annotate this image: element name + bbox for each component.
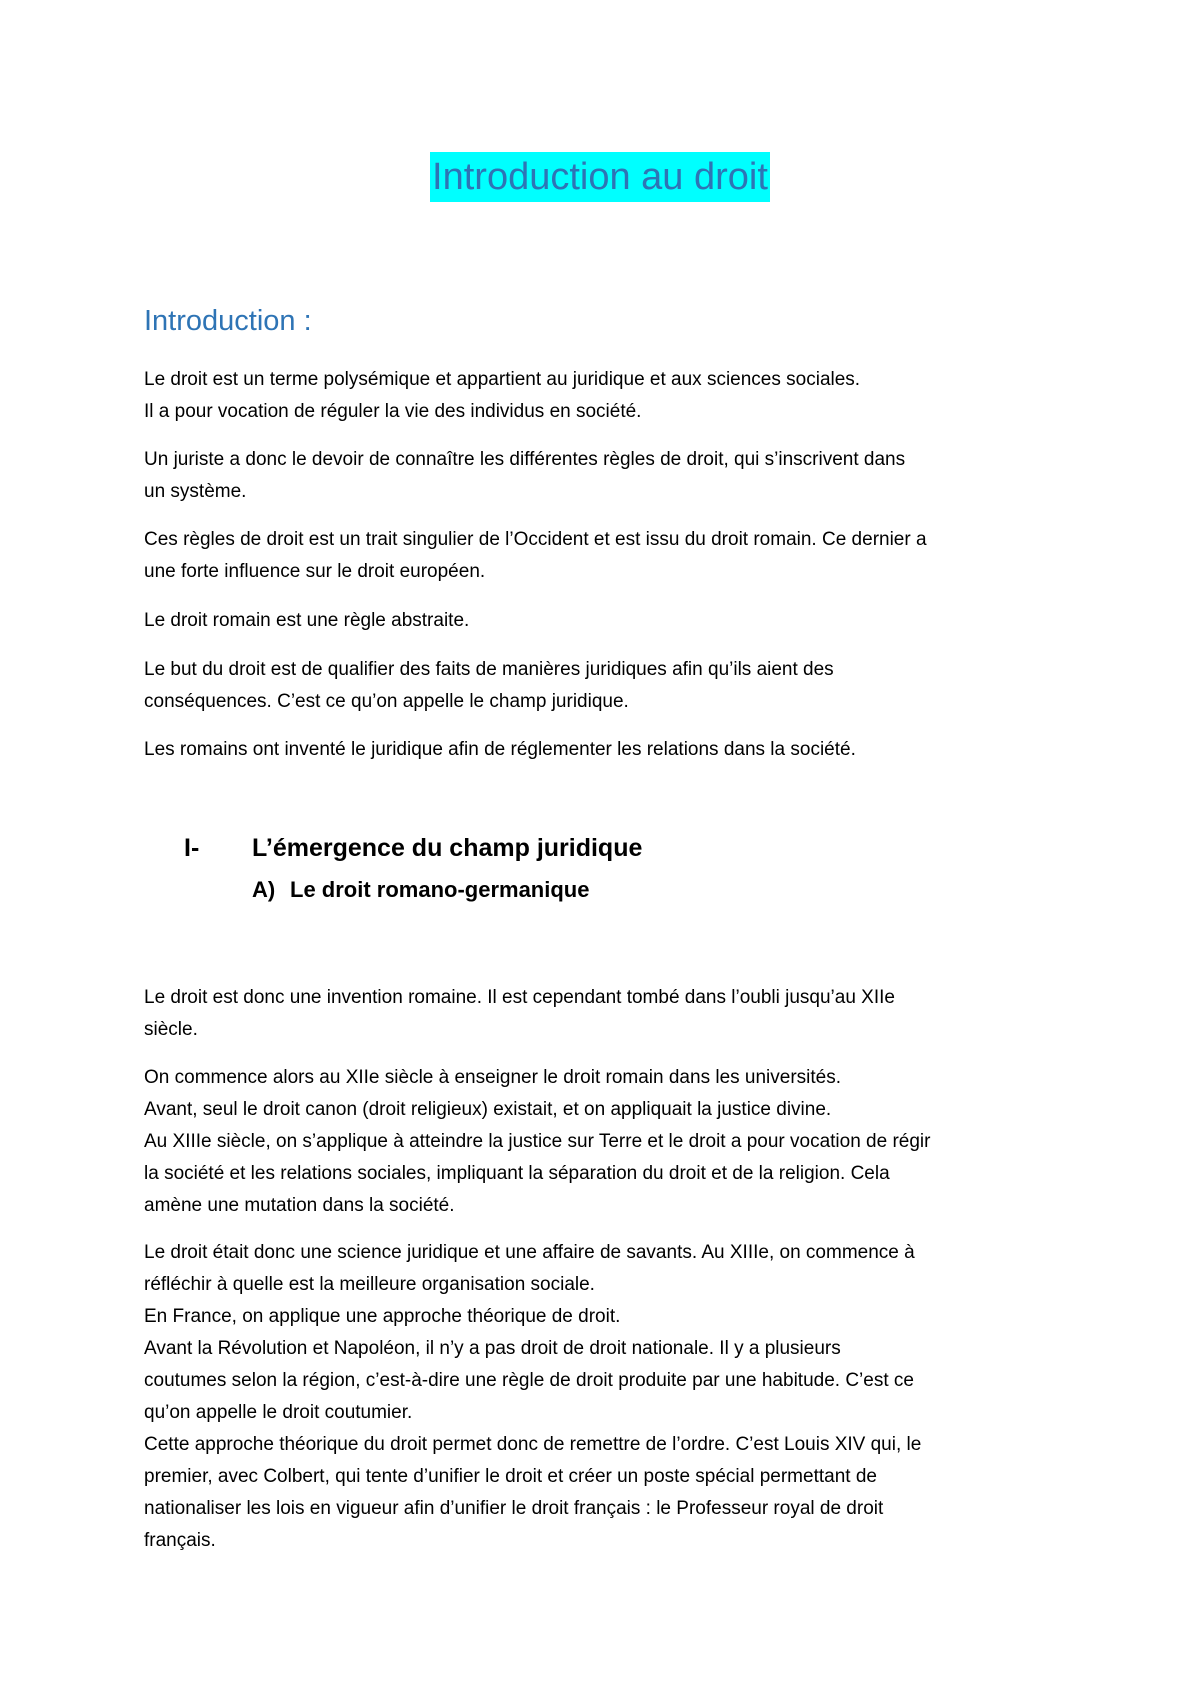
text-line: Ces règles de droit est un trait singulier de l’Occident et est issu du droit romain. Ce dernier a xyxy=(144,529,927,550)
text-line: On commence alors au XIIe siècle à enseigner le droit romain dans les universités. xyxy=(144,1067,842,1088)
text-line: nationaliser les lois en vigueur afin d’unifier le droit français : le Professeur royal de droit xyxy=(144,1498,884,1519)
intro-paragraph xyxy=(144,605,1064,637)
text-line: Un juriste a donc le devoir de connaître les différentes règles de droit, qui s’inscrivent dans xyxy=(144,449,906,470)
text-line: amène une mutation dans la société. xyxy=(144,1195,455,1216)
text-line: Cette approche théorique du droit permet donc de remettre de l’ordre. C’est Louis XIV qui, le xyxy=(144,1434,922,1455)
text-line: Il a pour vocation de réguler la vie des individus en société. xyxy=(144,401,642,422)
title-container xyxy=(0,152,1200,202)
text-line: Le droit romain est une règle abstraite. xyxy=(144,610,470,631)
text-line: Le droit est donc une invention romaine. Il est cependant tombé dans l’oubli jusqu’au XIIe xyxy=(144,987,895,1008)
text-line: coutumes selon la région, c’est-à-dire une règle de droit produite par une habitude. C’est ce xyxy=(144,1370,914,1391)
intro-paragraph xyxy=(144,444,1064,508)
text-line: français. xyxy=(144,1530,216,1551)
text-line: Avant la Révolution et Napoléon, il n’y a pas droit de droit nationale. Il y a plusieurs xyxy=(144,1338,841,1359)
text-line: siècle. xyxy=(144,1019,198,1040)
subsection-title: Le droit romano-germanique xyxy=(290,877,590,902)
text-line: En France, on applique une approche théorique de droit. xyxy=(144,1306,621,1327)
text-line: Le droit est un terme polysémique et appartient au juridique et aux sciences sociales. xyxy=(144,369,861,390)
text-line: Les romains ont inventé le juridique afin de réglementer les relations dans la société. xyxy=(144,739,856,760)
text-line: Le droit était donc une science juridique et une affaire de savants. Au XIIIe, on commence à xyxy=(144,1242,915,1263)
text-line: Au XIIIe siècle, on s’applique à atteindre la justice sur Terre et le droit a pour vocation de régir xyxy=(144,1131,931,1152)
subsection-number: A) xyxy=(252,877,276,902)
section-title: L’émergence du champ juridique xyxy=(252,834,643,862)
body-paragraph xyxy=(144,982,1064,1046)
intro-paragraph xyxy=(144,524,1064,588)
text-line: Le but du droit est de qualifier des faits de manières juridiques afin qu’ils aient des xyxy=(144,659,834,680)
body-paragraph xyxy=(144,1062,1064,1222)
intro-heading: Introduction : xyxy=(144,305,312,337)
body-paragraph xyxy=(144,1237,1064,1557)
text-line: Avant, seul le droit canon (droit religieux) existait, et on appliquait la justice divine. xyxy=(144,1099,832,1120)
text-line: réfléchir à quelle est la meilleure organisation sociale. xyxy=(144,1274,595,1295)
document-title: Introduction au droit xyxy=(430,152,770,202)
intro-paragraph xyxy=(144,734,1064,766)
section-heading xyxy=(184,830,642,866)
text-line: premier, avec Colbert, qui tente d’unifier le droit et créer un poste spécial permettant de xyxy=(144,1466,877,1487)
text-line: une forte influence sur le droit européen. xyxy=(144,561,486,582)
text-line: qu’on appelle le droit coutumier. xyxy=(144,1402,413,1423)
subsection-heading xyxy=(252,874,589,906)
text-line: un système. xyxy=(144,481,247,502)
section-number: I- xyxy=(184,834,200,862)
text-line: conséquences. C’est ce qu’on appelle le champ juridique. xyxy=(144,691,629,712)
text-line: la société et les relations sociales, impliquant la séparation du droit et de la religion. Cela xyxy=(144,1163,890,1184)
intro-paragraph xyxy=(144,654,1064,718)
intro-paragraph xyxy=(144,364,1064,428)
